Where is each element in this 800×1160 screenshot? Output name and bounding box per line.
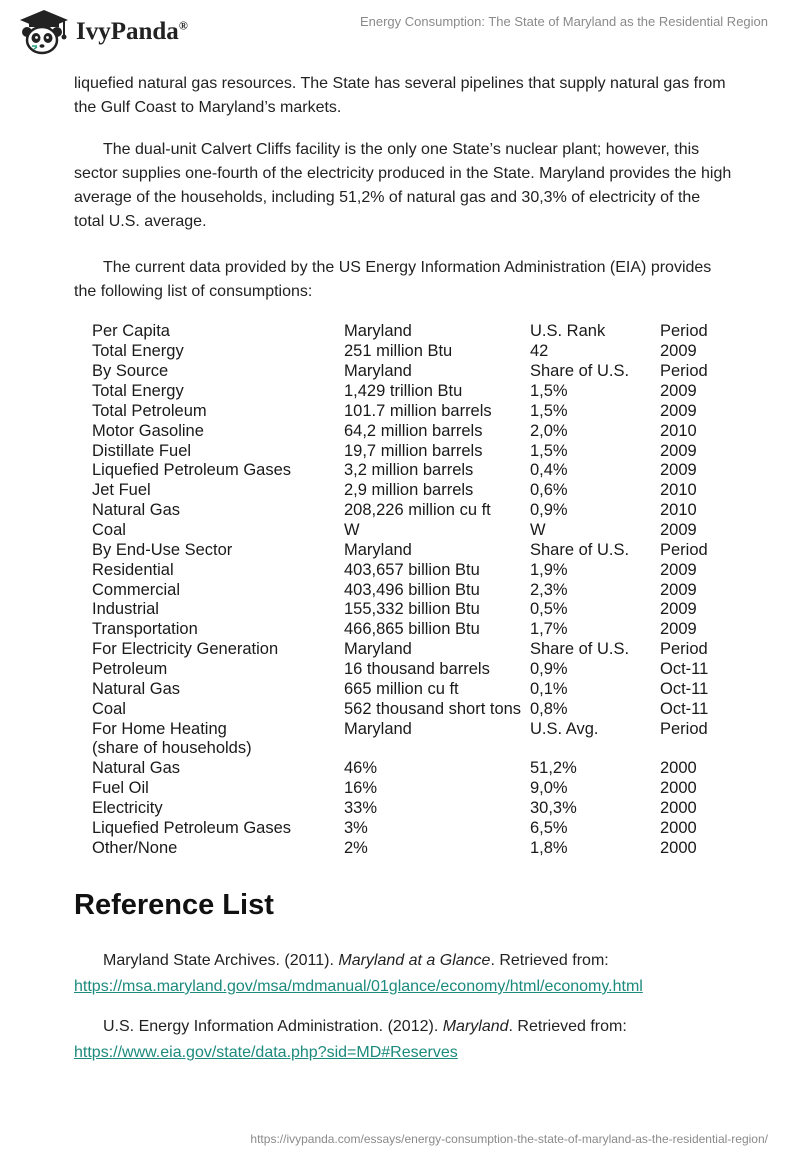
table-row: [92, 759, 740, 779]
table-cell: Share of U.S.: [530, 640, 630, 659]
table-cell: Liquefied Petroleum Gases: [92, 461, 292, 480]
table-row: [92, 580, 740, 600]
brand-name: IvyPanda®: [76, 18, 188, 45]
table-cell: Other/None: [92, 838, 178, 857]
table-cell: 0,1%: [530, 679, 568, 698]
table-cell: (share of households): [92, 739, 252, 758]
table-cell: By Source: [92, 362, 169, 381]
consumption-table: [92, 322, 740, 858]
table-row: [92, 620, 740, 640]
table-cell: Natural Gas: [92, 679, 181, 698]
table-cell: 46%: [344, 759, 378, 778]
table-cell: 19,7 million barrels: [344, 441, 483, 460]
table-row: [92, 501, 740, 521]
table-row: [92, 779, 740, 799]
table-cell: Share of U.S.: [530, 540, 630, 559]
table-cell: Per Capita: [92, 322, 170, 341]
table-row: [92, 401, 740, 421]
paragraph-3: The current data provided by the US Energy Information Administration (EIA) provides the following list of consumptions:: [74, 259, 712, 300]
table-cell: 1,5%: [530, 401, 568, 420]
table-cell: 0,5%: [530, 600, 568, 619]
table-cell: For Electricity Generation: [92, 640, 279, 659]
table-cell: 208,226 million cu ft: [344, 501, 491, 520]
paragraph-2: The dual-unit Calvert Cliffs facility is the only one State’s nuclear plant; however, this sector supplies one-fourth of the electricity produced in the State. Maryland provides the high average of the households, including 51,2% of natural gas and 30,3% of electricity of the total U.S. average.: [74, 141, 732, 230]
table-cell: 2010: [660, 501, 697, 520]
table-cell: 2009: [660, 461, 697, 480]
table-cell: Natural Gas: [92, 759, 181, 778]
table-cell: 2000: [660, 818, 697, 837]
table-row: [92, 461, 740, 481]
table-cell: 2010: [660, 421, 697, 440]
table-cell: U.S. Rank: [530, 322, 606, 341]
table-cell: 2009: [660, 342, 697, 361]
table-cell: 16%: [344, 779, 378, 798]
table-cell: Maryland: [344, 540, 412, 559]
table-cell: 3%: [344, 818, 368, 837]
table-cell: Petroleum: [92, 660, 168, 679]
table-row: [92, 521, 740, 541]
table-cell: 665 million cu ft: [344, 679, 459, 698]
table-cell: 101.7 million barrels: [344, 401, 492, 420]
table-row: [92, 719, 740, 739]
table-cell: 1,9%: [530, 560, 568, 579]
table-cell: 2009: [660, 620, 697, 639]
page-header: [0, 0, 800, 66]
running-title: Energy Consumption: The State of Maryland as the Residential Region: [359, 14, 768, 29]
table-cell: 42: [530, 342, 549, 361]
table-cell: Period: [660, 719, 708, 738]
table-cell: For Home Heating: [92, 719, 227, 738]
paragraph-1: liquefied natural gas resources. The State has several pipelines that supply natural gas from the Gulf Coast to Maryland’s markets.: [74, 75, 726, 116]
table-cell: Total Petroleum: [92, 401, 207, 420]
table-cell: 0,9%: [530, 501, 568, 520]
table-row: [92, 362, 740, 382]
table-cell: W: [530, 521, 546, 540]
table-cell: Maryland: [344, 362, 412, 381]
table-row: [92, 679, 740, 699]
table-cell: 1,8%: [530, 838, 568, 857]
table-cell: 51,2%: [530, 759, 577, 778]
table-row: [92, 739, 740, 759]
table-cell: Liquefied Petroleum Gases: [92, 818, 292, 837]
table-row: [92, 421, 740, 441]
table-cell: 2009: [660, 382, 697, 400]
table-cell: 562 thousand short tons: [344, 699, 522, 718]
table-row: [92, 540, 740, 560]
table-cell: Coal: [92, 699, 126, 718]
reference-item: [74, 1014, 754, 1066]
table-cell: W: [344, 521, 360, 540]
table-cell: 1,5%: [530, 441, 568, 460]
table-cell: Electricity: [92, 799, 163, 818]
table-cell: Total Energy: [92, 342, 184, 361]
table-cell: Residential: [92, 560, 174, 579]
reference-item: [74, 948, 754, 1000]
reference-link[interactable]: https://www.eia.gov/state/data.php?sid=MD#Reserves: [74, 1044, 458, 1061]
table-cell: 2000: [660, 759, 697, 778]
table-cell: Total Energy: [92, 382, 184, 400]
reference-citation: U.S. Energy Information Administration. (2012). Maryland. Retrieved from:: [103, 1018, 627, 1035]
table-cell: Period: [660, 322, 708, 341]
table-cell: [530, 739, 660, 759]
panda-graduate-icon: [14, 6, 70, 58]
table-row: [92, 481, 740, 501]
table-cell: 2010: [660, 481, 697, 500]
table-cell: 2009: [660, 441, 697, 460]
table-row: [92, 322, 740, 342]
table-cell: 2,9 million barrels: [344, 481, 474, 500]
table-cell: By End-Use Sector: [92, 540, 233, 559]
table-cell: Fuel Oil: [92, 779, 149, 798]
table-cell: 3,2 million barrels: [344, 461, 474, 480]
table-cell: Oct-11: [660, 679, 709, 698]
table-cell: 2009: [660, 560, 697, 579]
table-cell: 2000: [660, 799, 697, 818]
table-cell: Natural Gas: [92, 501, 181, 520]
table-cell: 9,0%: [530, 779, 568, 798]
table-row: [92, 560, 740, 580]
table-cell: Oct-11: [660, 660, 709, 679]
table-cell: Maryland: [344, 640, 412, 659]
table-cell: 2009: [660, 580, 697, 599]
table-row: [92, 699, 740, 719]
table-row: [92, 441, 740, 461]
table-cell: [344, 739, 530, 759]
table-cell: 0,6%: [530, 481, 568, 500]
table-cell: 251 million Btu: [344, 342, 453, 361]
brand-logo[interactable]: [14, 6, 188, 58]
table-cell: 2,0%: [530, 421, 568, 440]
table-row: [92, 818, 740, 838]
reference-link[interactable]: https://msa.maryland.gov/msa/mdmanual/01glance/economy/html/economy.html: [74, 978, 643, 995]
table-cell: 1,5%: [530, 382, 568, 400]
table-cell: 33%: [344, 799, 378, 818]
table-row: [92, 838, 740, 858]
table-cell: 2009: [660, 401, 697, 420]
table-row: [92, 660, 740, 680]
table-cell: 2,3%: [530, 580, 568, 599]
table-cell: Commercial: [92, 580, 181, 599]
table-cell: 64,2 million barrels: [344, 421, 483, 440]
table-cell: 155,332 billion Btu: [344, 600, 480, 619]
table-cell: Oct-11: [660, 699, 709, 718]
table-cell: [660, 739, 740, 759]
table-cell: 2009: [660, 600, 697, 619]
table-cell: 403,657 billion Btu: [344, 560, 480, 579]
table-cell: Jet Fuel: [92, 481, 151, 500]
table-cell: 1,429 trillion Btu: [344, 382, 463, 400]
table-cell: Distillate Fuel: [92, 441, 192, 460]
table-cell: 1,7%: [530, 620, 568, 639]
table-cell: Industrial: [92, 600, 159, 619]
table-cell: Period: [660, 362, 708, 381]
table-cell: Period: [660, 540, 708, 559]
table-row: [92, 600, 740, 620]
table-cell: 0,9%: [530, 660, 568, 679]
table-cell: Period: [660, 640, 708, 659]
table-cell: 0,4%: [530, 461, 568, 480]
table-cell: 6,5%: [530, 818, 568, 837]
table-cell: 2000: [660, 838, 697, 857]
table-cell: 2000: [660, 779, 697, 798]
table-cell: Motor Gasoline: [92, 421, 204, 440]
table-row: [92, 382, 740, 402]
table-cell: Maryland: [344, 322, 412, 341]
table-cell: 2009: [660, 521, 697, 540]
footer-url[interactable]: https://ivypanda.com/essays/energy-consumption-the-state-of-maryland-as-the-residential-region/: [250, 1132, 768, 1146]
table-cell: U.S. Avg.: [530, 719, 599, 738]
table-cell: Maryland: [344, 719, 412, 738]
table-cell: 30,3%: [530, 799, 577, 818]
table-cell: 2%: [344, 838, 368, 857]
table-cell: 466,865 billion Btu: [344, 620, 480, 639]
table-row: [92, 640, 740, 660]
table-row: [92, 799, 740, 819]
table-cell: 16 thousand barrels: [344, 660, 490, 679]
table-cell: Transportation: [92, 620, 198, 639]
table-cell: Coal: [92, 521, 126, 540]
reference-list-heading: Reference List: [74, 889, 274, 921]
table-cell: 0,8%: [530, 699, 568, 718]
reference-citation: Maryland State Archives. (2011). Maryland at a Glance. Retrieved from:: [103, 952, 609, 969]
table-cell: 403,496 billion Btu: [344, 580, 480, 599]
table-cell: Share of U.S.: [530, 362, 630, 381]
table-row: [92, 342, 740, 362]
